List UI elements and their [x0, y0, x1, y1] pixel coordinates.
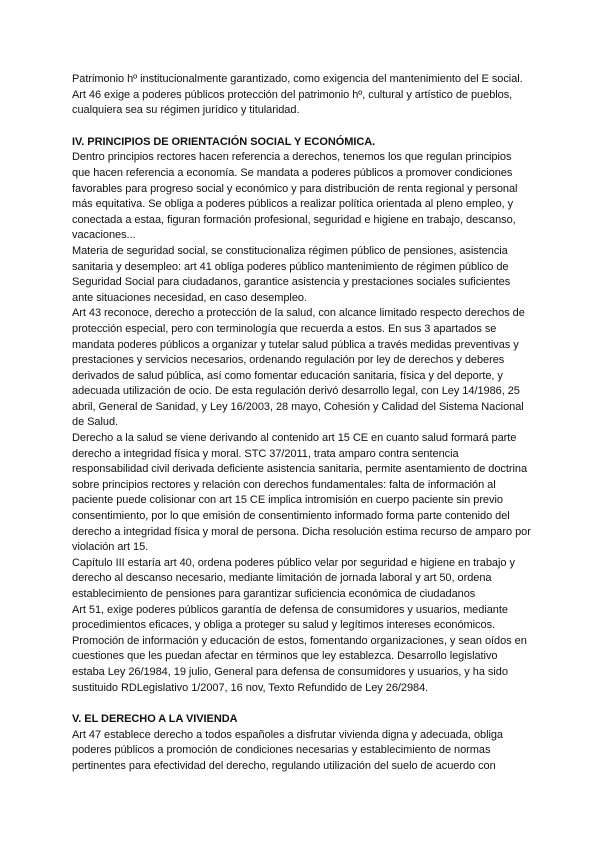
section-4-paragraph-1: Dentro principios rectores hacen referencia a derechos, tenemos los que regulan principios que hacen referencia a economía. Se mandata a poderes públicos a promover condiciones favorables para progreso social y económico y para distribución de renta regional y personal más equitativa. Se obliga a poderes públicos a realizar política orientada al pleno empleo, y conectada a estaa, figuran formación profesional, seguridad e higiene en trabajo, descanso, vacaciones...	[72, 151, 518, 242]
section-5-paragraph-1: Art 47 establece derecho a todos españoles a disfrutar vivienda digna y adecuada, obliga poderes públicos a promoción de condiciones necesarias y establecimiento de normas pertinentes para efectividad del derecho, regulando utilización del suelo de acuerdo con	[72, 728, 504, 772]
document-page	[72, 72, 532, 775]
section-4-heading: IV. PRINCIPIOS DE ORIENTACIÓN SOCIAL Y ECONÓMICA.	[72, 135, 376, 148]
section-4-paragraph-4: Derecho a la salud se viene derivando al contenido art 15 CE en cuanto salud formará parte derecho a integridad física y moral. STC 37/2011, trata amparo contra sentencia responsabilidad civil derivada deficiente asistencia sanitaria, permite asentamiento de doctrina sobre principios rectores y relación con derechos fundamentales: falta de información al paciente puede colisionar con art 15 CE implica intromisión en cuerpo paciente sin previo consentimiento, por lo que emisión de consentimiento informado forma parte contenido del derecho a integridad física y moral de persona. Dicha resolución estima recurso de amparo por violación art 15.	[72, 432, 531, 554]
section-4-paragraph-3: Art 43 reconoce, derecho a protección de la salud, con alcance limitado respecto derechos de protección especial, pero con terminología que recuerda a estos. En sus 3 apartados se mandata poderes públicos a organizar y tutelar salud pública a través medidas preventivas y prestaciones y servicios necesarios, ordenando regulación por ley de derechos y deberes derivados de salud pública, así como fomentar educación sanitaria, física y del deporte, y adecuada utilización de ocio. De esta regulación derivó desarrollo legal, con Ley 14/1986, 25 abril, General de Sanidad, y Ley 16/2003, 28 mayo, Cohesión y Calidad del Sistema Nacional de Salud.	[72, 307, 525, 429]
section-4-paragraph-6: Art 51, exige poderes públicos garantía de defensa de consumidores y usuarios, mediante procedimientos eficaces, y obliga a proteger su salud y legítimos intereses económicos. Promoción de información y educación de estos, fomentando organizaciones, y sean oídos en cuestiones que les puedan afectar en términos que ley establezca. Desarrollo legislativo estaba Ley 26/1984, 19 julio, General para defensa de consumidores y usuarios, y ha sido sustituido RDLegislativo 1/2007, 16 nov, Texto Refundido de Ley 26/2984.	[72, 603, 527, 694]
section-5-heading: V. EL DERECHO A LA VIVIENDA	[72, 713, 238, 726]
section-4-paragraph-2: Materia de seguridad social, se constitucionaliza régimen público de pensiones, asistencia sanitaria y desempleo: art 41 obliga poderes público mantenimiento de régimen público de Seguridad Social para ciudadanos, garantice asistencia y prestaciones sociales suficientes ante situaciones necesidad, en caso desempleo.	[72, 244, 511, 304]
intro-paragraph: Patrimonio hº institucionalmente garantizado, como exigencia del mantenimiento del E social. Art 46 exige a poderes públicos protección del patrimonio hº, cultural y artístico de pueblos, cualquiera sea su régimen jurídico y titularidad.	[72, 73, 523, 117]
section-4-paragraph-5: Capítulo III estaría art 40, ordena poderes público velar por seguridad e higiene en trabajo y derecho al descanso necesario, mediante limitación de jornada laboral y art 50, ordena establecimiento de pensiones para garantizar suficiencia económica de ciudadanos	[72, 556, 515, 600]
